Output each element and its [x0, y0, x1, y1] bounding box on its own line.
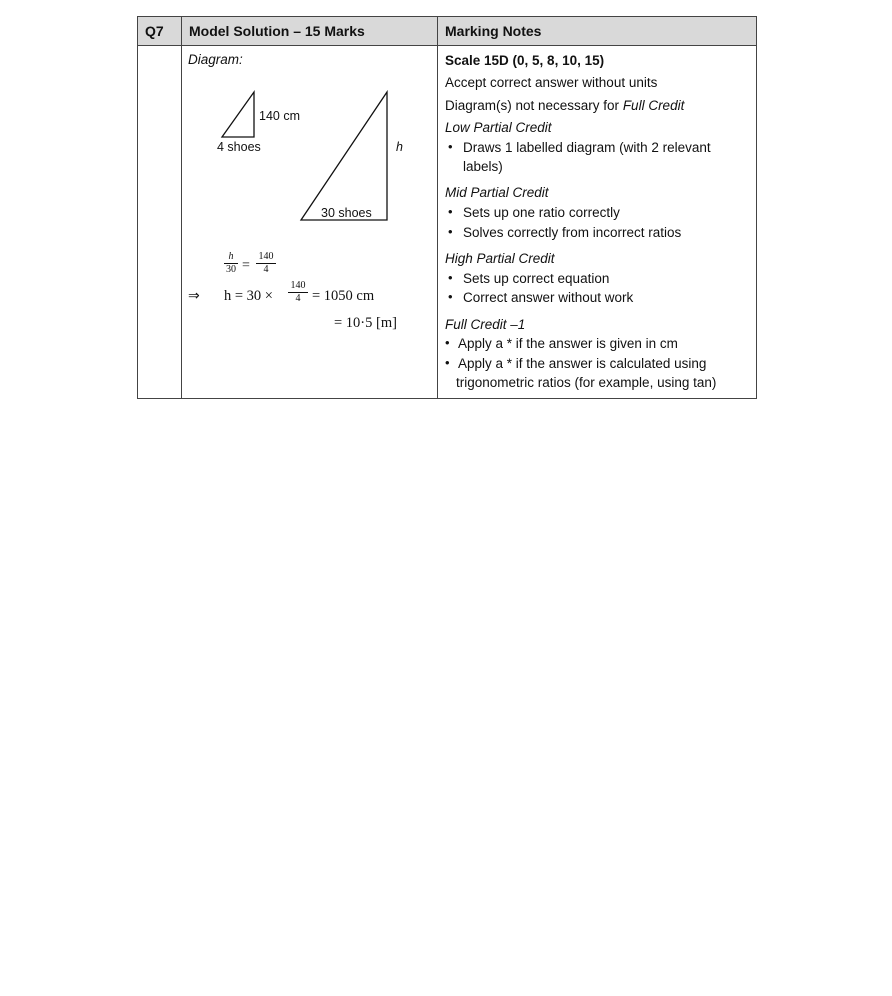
fraction-denominator: 4: [263, 264, 269, 275]
mid-credit-item: Sets up one ratio correctly: [463, 205, 620, 220]
diagram-label: Diagram:: [188, 52, 243, 67]
marking-scheme-table: [137, 16, 757, 399]
fraction-140-over-4: [288, 280, 308, 305]
scale-line: Scale 15D (0, 5, 8, 10, 15): [445, 53, 605, 68]
bullet-icon: •: [445, 355, 450, 370]
model-solution-header: Model Solution – 15 Marks: [182, 17, 438, 46]
bullet-icon: •: [448, 270, 453, 285]
full-credit-item-continued: trigonometric ratios (for example, using tan): [456, 375, 717, 390]
diagram-note-text: Diagram(s) not necessary for: [445, 98, 623, 113]
ratio-140-over-4: [256, 251, 276, 276]
question-number-header: Q7: [138, 17, 182, 46]
bullet-icon: •: [448, 289, 453, 304]
full-credit-minus-one-title: Full Credit –1: [445, 317, 526, 332]
diagram-note: [445, 97, 684, 114]
high-credit-item: Sets up correct equation: [463, 271, 610, 286]
full-credit-item: Apply a * if the answer is calculated using: [458, 356, 707, 371]
low-partial-credit-title: Low Partial Credit: [445, 120, 552, 135]
small-triangle-height-label: 140 cm: [259, 109, 300, 123]
marking-notes-header: Marking Notes: [438, 17, 756, 46]
large-triangle-height-label: h: [396, 140, 403, 154]
fraction-numerator: h: [224, 251, 238, 264]
equation-result-cm: = 1050 cm: [312, 288, 375, 304]
large-triangle: [301, 92, 387, 220]
bullet-icon: •: [448, 139, 453, 154]
accept-note: Accept correct answer without units: [445, 75, 658, 90]
mid-partial-credit-title: Mid Partial Credit: [445, 185, 549, 200]
diagram-note-italic: Full Credit: [622, 98, 685, 113]
fraction-numerator: 140: [256, 251, 276, 264]
bullet-icon: •: [448, 224, 453, 239]
equals-sign: =: [242, 258, 250, 273]
equation-lhs: h = 30 ×: [224, 288, 273, 304]
ratio-h-over-30: [224, 251, 238, 276]
column-divider: [437, 17, 438, 398]
equation-result-m: = 10·5 [m]: [334, 315, 397, 331]
bullet-icon: •: [445, 335, 450, 350]
fraction-denominator: 30: [226, 264, 236, 275]
fraction-denominator: 4: [295, 293, 301, 304]
large-triangle-base-label: 30 shoes: [321, 206, 372, 220]
high-credit-item: Correct answer without work: [463, 290, 634, 305]
bullet-icon: •: [448, 204, 453, 219]
high-partial-credit-title: High Partial Credit: [445, 251, 555, 266]
fraction-numerator: 140: [288, 280, 308, 293]
full-credit-item: Apply a * if the answer is given in cm: [458, 336, 678, 351]
low-credit-item: Draws 1 labelled diagram (with 2 relevant: [463, 140, 711, 155]
mid-credit-item: Solves correctly from incorrect ratios: [463, 225, 682, 240]
low-credit-item-continued: labels): [463, 159, 503, 174]
small-triangle: [222, 92, 254, 137]
small-triangle-base-label: 4 shoes: [217, 140, 261, 154]
implies-arrow: ⇒: [188, 289, 200, 304]
